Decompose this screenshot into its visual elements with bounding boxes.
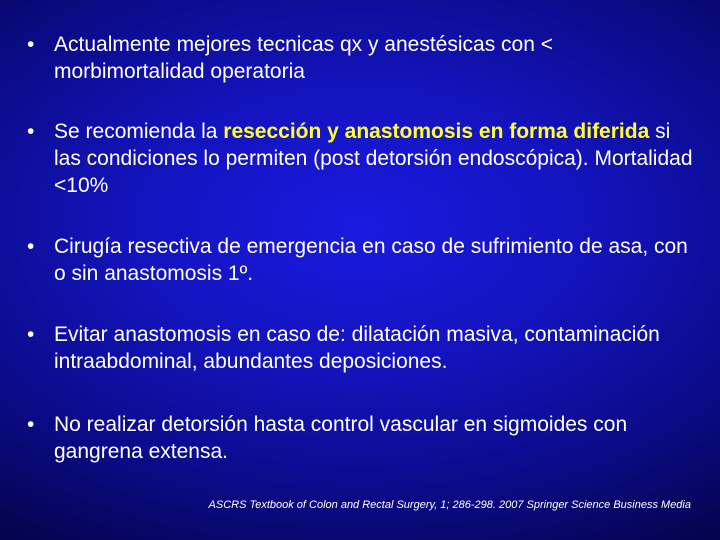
bullet-text	[54, 118, 694, 199]
highlighted-text: resección y anastomosis en forma diferida	[223, 120, 650, 143]
bullet-text: Actualmente mejores tecnicas qx y anestésicas con < morbimortalidad operatoria	[54, 33, 553, 83]
bullet-text-before: Se recomienda la	[54, 120, 224, 143]
bullet-text: Evitar anastomosis en caso de: dilatación masiva, contaminación intraabdominal, abundantes deposiciones.	[54, 323, 660, 373]
bullet-text-after: si las condiciones lo permiten (post detorsión endoscópica). Mortalidad <10%	[54, 120, 693, 197]
bullet-marker: •	[27, 323, 35, 346]
bullet-marker: •	[27, 120, 35, 143]
citation: ASCRS Textbook of Colon and Rectal Surgery, 1; 286-298. 2007 Springer Science Business Media	[208, 499, 691, 511]
bullet-text: Cirugía resectiva de emergencia en caso de sufrimiento de asa, con o sin anastomosis 1º.	[54, 235, 688, 285]
bullet-marker: •	[27, 413, 35, 436]
bullet-text: No realizar detorsión hasta control vascular en sigmoides con gangrena extensa.	[54, 413, 628, 463]
bullet-marker: •	[27, 33, 35, 56]
bullet-marker: •	[27, 235, 35, 258]
